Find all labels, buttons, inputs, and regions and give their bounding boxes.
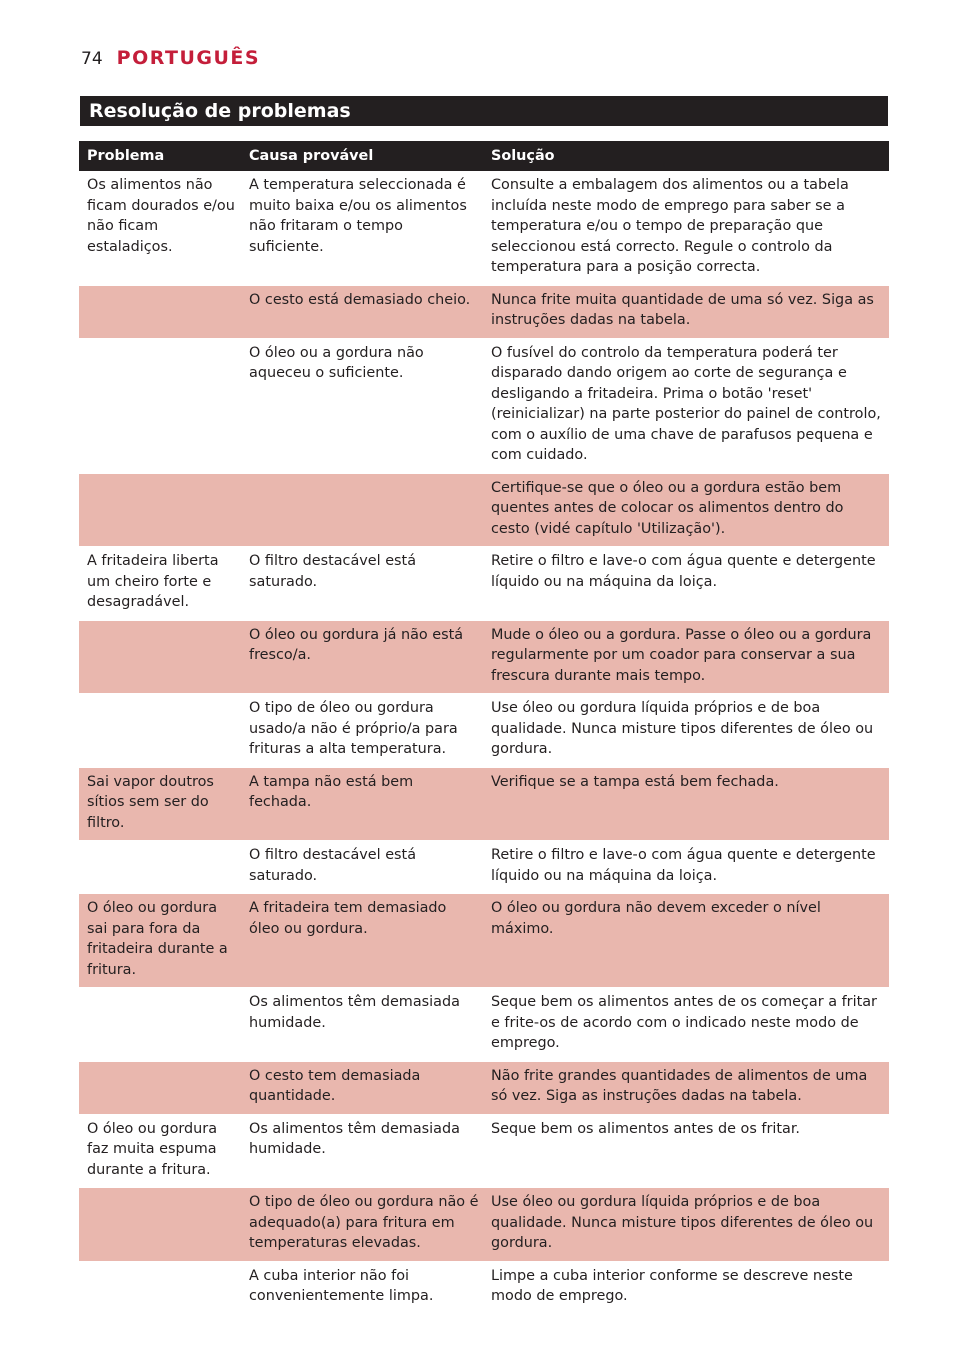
problem-cell xyxy=(79,841,241,894)
problem-cell xyxy=(79,1188,241,1262)
solution-cell: O óleo ou gordura não devem exceder o nível máximo. xyxy=(483,894,889,988)
cause-cell: A temperatura seleccionada é muito baixa e/ou os alimentos não fritaram o tempo suficiente. xyxy=(249,177,467,255)
cause-cell: O cesto tem demasiada quantidade. xyxy=(241,1061,483,1114)
problem-cell: A fritadeira liberta um cheiro forte e desagradável. xyxy=(79,547,241,621)
solution-cell: Nunca frite muita quantidade de uma só vez. Siga as instruções dadas na tabela. xyxy=(483,285,889,338)
column-header-cause: Causa provável xyxy=(241,141,483,171)
solution-cell: Seque bem os alimentos antes de os fritar. xyxy=(483,1114,889,1188)
table-row xyxy=(79,1114,889,1188)
cause-cell: A fritadeira tem demasiado óleo ou gordura. xyxy=(241,894,483,988)
table-row xyxy=(79,767,889,841)
problem-cell xyxy=(79,694,241,768)
cause-cell: O cesto está demasiado cheio. xyxy=(241,285,483,338)
cause-cell: O óleo ou a gordura não aqueceu o suficiente. xyxy=(241,338,483,473)
solution-cell: Mude o óleo ou a gordura. Passe o óleo ou a gordura regularmente por um coador para conservar a sua frescura durante mais tempo. xyxy=(483,620,889,694)
solution-cell: Limpe a cuba interior conforme se descreve neste modo de emprego. xyxy=(483,1261,889,1314)
problem-cell xyxy=(79,988,241,1062)
problem-cell xyxy=(79,1061,241,1114)
problem-cell: Sai vapor doutros sítios sem ser do filtro. xyxy=(79,767,241,841)
solution-cell: Não frite grandes quantidades de alimentos de uma só vez. Siga as instruções dadas na tabela. xyxy=(483,1061,889,1114)
cause-cell: Os alimentos têm demasiada humidade. xyxy=(241,988,483,1062)
solution-cell: O fusível do controlo da temperatura poderá ter disparado dando origem ao corte de segurança e desligando a fritadeira. Prima o botão 'reset' (reinicializar) na parte posterior do painel de controlo, com o auxílio de uma chave de parafusos pequena e com cuidado. xyxy=(483,338,889,473)
cause-cell: O óleo ou gordura já não está fresco/a. xyxy=(241,620,483,694)
column-header-problem: Problema xyxy=(79,141,241,171)
problem-cell xyxy=(79,473,241,547)
table-row xyxy=(79,171,889,285)
cause-cell xyxy=(241,473,483,547)
table-row xyxy=(79,338,889,473)
page-header xyxy=(81,47,260,75)
table-row xyxy=(79,473,889,547)
solution-cell: Verifique se a tampa está bem fechada. xyxy=(483,767,889,841)
solution-cell: Retire o filtro e lave-o com água quente e detergente líquido ou na máquina da loiça. xyxy=(483,547,889,621)
solution-cell: Retire o filtro e lave-o com água quente e detergente líquido ou na máquina da loiça. xyxy=(483,841,889,894)
problem-cell: Os alimentos não ficam dourados e/ou não ficam estaladiços. xyxy=(87,177,235,255)
cause-cell: O tipo de óleo ou gordura usado/a não é próprio/a para frituras a alta temperatura. xyxy=(241,694,483,768)
cause-cell: O tipo de óleo ou gordura não é adequado(a) para fritura em temperaturas elevadas. xyxy=(241,1188,483,1262)
table-row xyxy=(79,1188,889,1262)
column-header-solution: Solução xyxy=(483,141,889,171)
cause-cell: O filtro destacável está saturado. xyxy=(241,841,483,894)
solution-cell: Seque bem os alimentos antes de os começar a fritar e frite-os de acordo com o indicado neste modo de emprego. xyxy=(483,988,889,1062)
problem-cell xyxy=(79,620,241,694)
table-row xyxy=(79,547,889,621)
table-row xyxy=(79,1261,889,1314)
cause-cell: Os alimentos têm demasiada humidade. xyxy=(241,1114,483,1188)
problem-cell: O óleo ou gordura faz muita espuma durante a fritura. xyxy=(79,1114,241,1188)
table-row xyxy=(79,894,889,988)
solution-cell: Consulte a embalagem dos alimentos ou a tabela incluída neste modo de emprego para saber se a temperatura e/ou o tempo de preparação que seleccionou está correcto. Regule o controlo da temperatura para a posição correcta. xyxy=(491,177,849,275)
table-row xyxy=(79,841,889,894)
table-row xyxy=(79,1061,889,1114)
table-row xyxy=(79,694,889,768)
problem-cell xyxy=(79,1261,241,1314)
problem-cell xyxy=(79,338,241,473)
problem-cell xyxy=(79,285,241,338)
solution-cell: Certifique-se que o óleo ou a gordura estão bem quentes antes de colocar os alimentos dentro do cesto (vidé capítulo 'Utilização'). xyxy=(483,473,889,547)
page-number: 74 xyxy=(81,49,103,69)
cause-cell: O filtro destacável está saturado. xyxy=(241,547,483,621)
solution-cell: Use óleo ou gordura líquida próprios e de boa qualidade. Nunca misture tipos diferentes de óleo ou gordura. xyxy=(483,694,889,768)
language-heading: PORTUGUÊS xyxy=(116,47,261,69)
problem-cell: O óleo ou gordura sai para fora da fritadeira durante a fritura. xyxy=(79,894,241,988)
table-row xyxy=(79,988,889,1062)
section-title: Resolução de problemas xyxy=(80,96,888,126)
cause-cell: A tampa não está bem fechada. xyxy=(241,767,483,841)
table-body xyxy=(79,171,889,1314)
table-row xyxy=(79,620,889,694)
solution-cell: Use óleo ou gordura líquida próprios e de boa qualidade. Nunca misture tipos diferentes de óleo ou gordura. xyxy=(483,1188,889,1262)
troubleshooting-table xyxy=(79,141,889,1314)
table-row xyxy=(79,285,889,338)
cause-cell: A cuba interior não foi convenientemente limpa. xyxy=(241,1261,483,1314)
table-header-row xyxy=(79,141,889,171)
